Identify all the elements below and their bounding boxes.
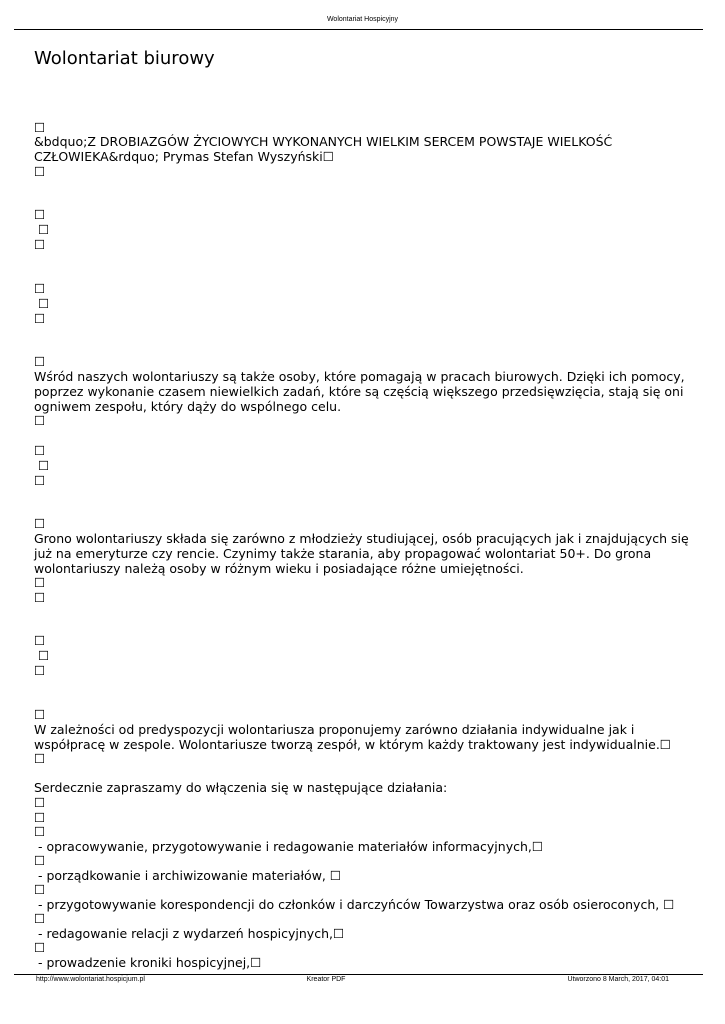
text-line: ☐ bbox=[34, 458, 50, 473]
text-line: ☐ bbox=[34, 648, 50, 663]
text-line: Wśród naszych wolontariuszy są także osoby, które pomagają w pracach biurowych. Dzięki ich pomocy, bbox=[34, 369, 685, 384]
text-line: ☐ bbox=[34, 663, 46, 678]
text-line: ☐ bbox=[34, 911, 46, 926]
text-line: ☐ bbox=[34, 633, 46, 648]
text-line: ☐ bbox=[34, 824, 46, 839]
text-line: ☐ bbox=[34, 296, 50, 311]
text-line: ☐ bbox=[34, 281, 46, 296]
text-line: - prowadzenie kroniki hospicyjnej,☐ bbox=[34, 955, 262, 970]
text-line: ogniwem zespołu, który dąży do wspólnego celu. bbox=[34, 399, 342, 414]
text-line: ☐ bbox=[34, 810, 46, 825]
text-line: ☐ bbox=[34, 311, 46, 326]
footer-url: http://www.wolontariat.hospicjum.pl bbox=[36, 976, 145, 983]
text-line: ☐ bbox=[34, 237, 46, 252]
text-line: ☐ bbox=[34, 222, 50, 237]
text-line: ☐ bbox=[34, 795, 46, 810]
text-line: ☐ bbox=[34, 707, 46, 722]
text-line: - porządkowanie i archiwizowanie materiałów, ☐ bbox=[34, 868, 342, 883]
text-line: poprzez wykonanie czasem niewielkich zadań, które są częścią większego przedsięwzięcia, stają się oni bbox=[34, 384, 684, 399]
text-line: ☐ bbox=[34, 516, 46, 531]
text-line: ☐ bbox=[34, 164, 46, 179]
text-line: ☐ bbox=[34, 473, 46, 488]
text-line: ☐ bbox=[34, 443, 46, 458]
running-header: Wolontariat Hospicyjny bbox=[326, 16, 399, 23]
text-line: ☐ bbox=[34, 413, 46, 428]
text-line: już na emeryturze czy rencie. Czynimy także starania, aby propagować wolontariat 50+. Do grona bbox=[34, 546, 652, 561]
footer-created-date: Utworzono 8 March, 2017, 04:01 bbox=[567, 976, 669, 983]
text-line: &bdquo;Z DROBIAZGÓW ŻYCIOWYCH WYKONANYCH WIELKIM SERCEM POWSTAJE WIELKOŚĆ bbox=[34, 134, 613, 149]
text-line: Grono wolontariuszy składa się zarówno z młodzieży studiującej, osób pracujących jak i znajdujących się bbox=[34, 531, 689, 546]
text-line: W zależności od predyspozycji wolontariusza proponujemy zarówno działania indywidualne jak i bbox=[34, 722, 635, 737]
text-line: - redagowanie relacji z wydarzeń hospicyjnych,☐ bbox=[34, 926, 345, 941]
text-line: ☐ bbox=[34, 940, 46, 955]
footer-generator: Kreator PDF bbox=[306, 976, 346, 983]
text-line: współpracę w zespole. Wolontariusze tworzą zespół, w którym każdy traktowany jest indywidualnie.☐ bbox=[34, 737, 672, 752]
text-line: Serdecznie zapraszamy do włączenia się w następujące działania: bbox=[34, 780, 448, 795]
footer-divider bbox=[14, 974, 703, 975]
text-line: ☐ bbox=[34, 207, 46, 222]
text-line: ☐ bbox=[34, 590, 46, 605]
text-line: ☐ bbox=[34, 882, 46, 897]
text-line: ☐ bbox=[34, 575, 46, 590]
text-line: ☐ bbox=[34, 751, 46, 766]
text-line: wolontariuszy należą osoby w różnym wieku i posiadające różne umiejętności. bbox=[34, 561, 524, 576]
text-line: ☐ bbox=[34, 354, 46, 369]
text-line: ☐ bbox=[34, 120, 46, 135]
text-line: ☐ bbox=[34, 853, 46, 868]
text-line: CZŁOWIEKA&rdquo; Prymas Stefan Wyszyński☐ bbox=[34, 149, 334, 164]
text-line: - opracowywanie, przygotowywanie i redagowanie materiałów informacyjnych,☐ bbox=[34, 839, 544, 854]
text-line: - przygotowywanie korespondencji do członków i darczyńców Towarzystwa oraz osób osieroconych, ☐ bbox=[34, 897, 675, 912]
page-title: Wolontariat biurowy bbox=[34, 48, 215, 70]
